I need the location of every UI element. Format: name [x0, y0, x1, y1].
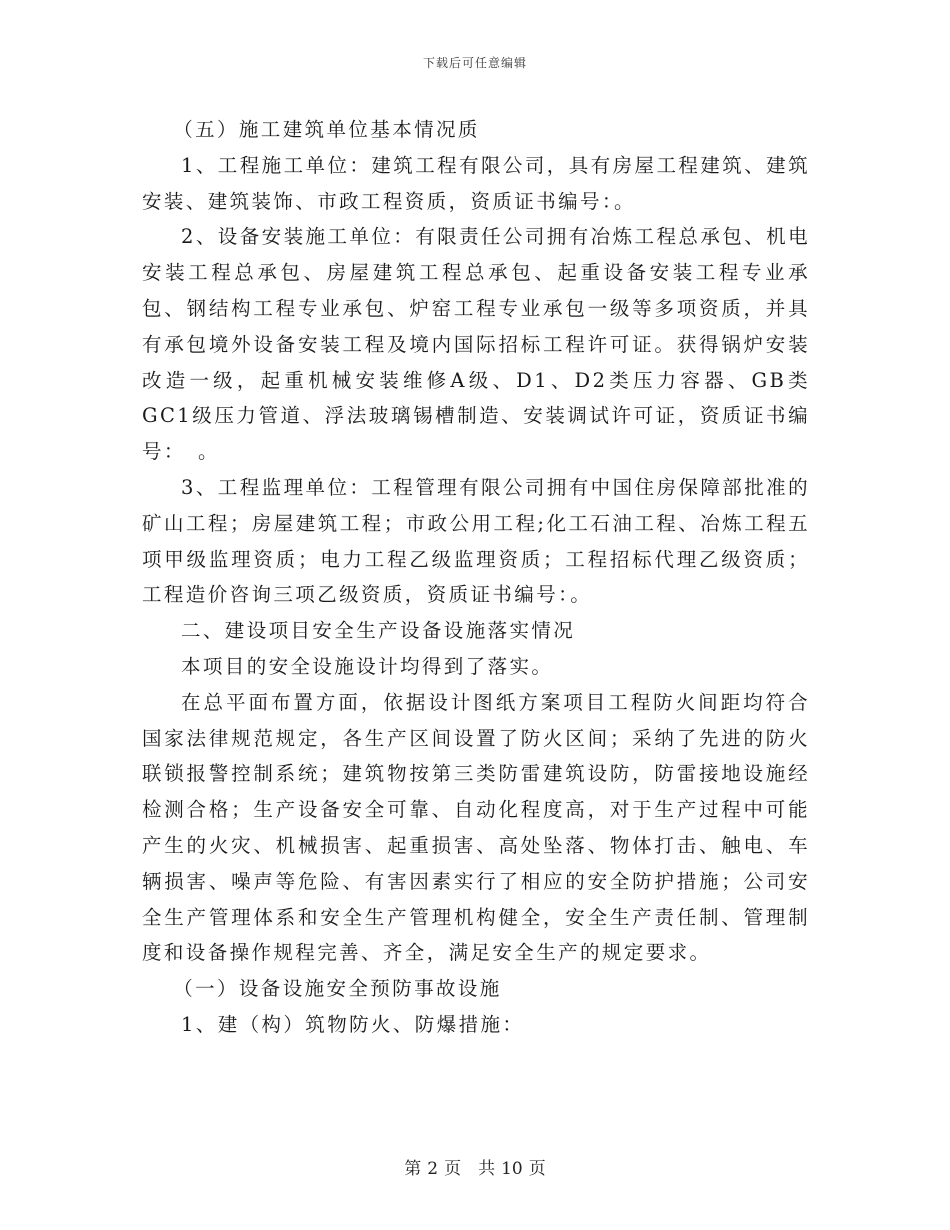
- item-fire-explosion-measures: 1、建（构）筑物防火、防爆措施：: [181, 1012, 525, 1036]
- page-mid: 页 共: [444, 1159, 496, 1179]
- page-prefix: 第: [404, 1159, 422, 1179]
- page-suffix: 页: [528, 1159, 546, 1179]
- section-heading-safety-facilities: 二、建设项目安全生产设备设施落实情况: [181, 619, 576, 643]
- page-total: 10: [501, 1159, 523, 1179]
- page-number-footer: [0, 1154, 950, 1179]
- paragraph-installation-unit: 2、设备安装施工单位：有限责任公司拥有冶炼工程总承包、机电安装工程总承包、房屋建筑工程总承包、起重设备安装工程专业承包、钢结构工程专业承包、炉窑工程专业承包一级等多项资质，并具有承包境外设备安装工程及境内国际招标工程许可证。获得锅炉安装改造一级，起重机械安装维修A级、D1、D2类压力容器、GB类GC1级压力管道、浮法玻璃锡槽制造、安装调试许可证，资质证书编号： 。: [142, 225, 810, 464]
- subsection-heading-accident-prevention: （一）设备设施安全预防事故设施: [173, 977, 502, 1001]
- paragraph-general-layout: 在总平面布置方面，依据设计图纸方案项目工程防火间距均符合国家法律规范规定，各生产区间设置了防火区间；采纳了先进的防火联锁报警控制系统；建筑物按第三类防雷建筑设防，防雷接地设施经检测合格；生产设备安全可靠、自动化程度高，对于生产过程中可能产生的火灾、机械损害、起重损害、高处坠落、物体打击、触电、车辆损害、噪声等危险、有害因素实行了相应的安全防护措施；公司安全生产管理体系和安全生产管理机构健全，安全生产责任制、管理制度和设备操作规程完善、齐全，满足安全生产的规定要求。: [142, 690, 810, 965]
- paragraph-supervision-unit: 3、工程监理单位：工程管理有限公司拥有中国住房保障部批准的矿山工程；房屋建筑工程；市政公用工程;化工石油工程、冶炼工程五项甲级监理资质；电力工程乙级监理资质；工程招标代理乙级资质；工程造价咨询三项乙级资质，资质证书编号：。: [142, 475, 810, 607]
- page-current: 2: [427, 1159, 439, 1179]
- page-header-note: 下载后可任意编辑: [422, 56, 527, 70]
- paragraph-implementation: 本项目的安全设施设计均得到了落实。: [181, 654, 554, 678]
- section-heading-construction-units: （五）施工建筑单位基本情况质: [173, 118, 480, 141]
- paragraph-construction-unit: 1、工程施工单位：建筑工程有限公司，具有房屋工程建筑、建筑安装、建筑装饰、市政工程资质，资质证书编号：。: [142, 153, 810, 213]
- document-body: [142, 112, 810, 1043]
